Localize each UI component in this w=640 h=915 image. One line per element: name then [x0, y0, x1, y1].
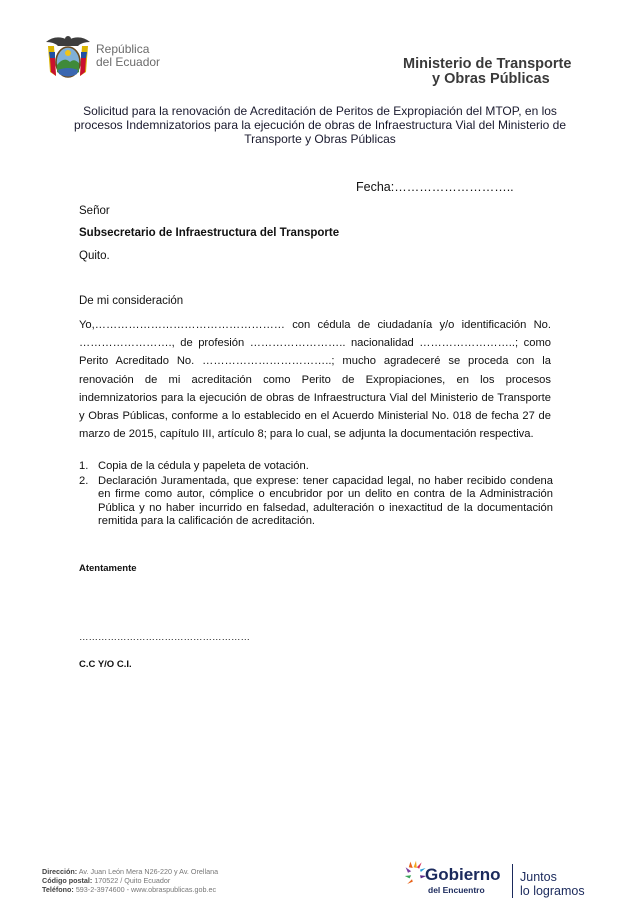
attachments-list — [79, 460, 553, 529]
address-value: Av. Juan León Mera N26-220 y Av. Orellana — [78, 867, 219, 876]
closing: Atentamente — [79, 563, 137, 574]
list-item-number: 2. — [79, 474, 89, 487]
phone-label: Teléfono: — [42, 885, 74, 894]
list-item — [79, 475, 553, 529]
republic-name-line1: República — [96, 42, 150, 56]
ministry-name-line1: Ministerio de Transporte — [403, 56, 572, 72]
footer-address — [42, 867, 218, 894]
recipient-city: Quito. — [79, 250, 110, 262]
republic-name-line2: del Ecuador — [96, 55, 161, 69]
postal-value: 170522 / Quito Ecuador — [94, 876, 171, 885]
ministry-name-line2: y Obras Públicas — [432, 71, 550, 87]
list-item-text: Copia de la cédula y papeleta de votación. — [98, 460, 309, 472]
ministry-name — [403, 57, 603, 87]
body-paragraph: Yo,…………………………………………… con cédula de ciudadanía y/o identificación No. ……………………., de profesión …………………….. nacionalidad ……………………..; como Perito Acreditado No. ……………………………..; mucho agradeceré se proceda con la renovación de mi acreditación como Perito de Expropiaciones, en los procesos indemnizatorios para la ejecución de obras de Infraestructura Vial del Ministerio de Transporte y Obras Públicas, conforme a lo establecido en el Acuerdo Ministerial No. 018 de fecha 27 de marzo de 2015, capítulo III, artículo 8; para lo cual, se adjunta la documentación respectiva. — [79, 319, 551, 441]
date-field: Fecha:……………………….. — [356, 180, 514, 194]
slogan-line2: lo logramos — [520, 884, 585, 898]
postal-label: Código postal: — [42, 876, 93, 885]
id-label: C.C Y/O C.I. — [79, 659, 132, 670]
gobierno-word: Gobierno — [425, 865, 501, 884]
salutation: Señor — [79, 205, 110, 217]
document-title: Solicitud para la renovación de Acreditación de Peritos de Expropiación del MTOP, en los procesos Indemnizatorios para la ejecución de obras de Infraestructura Vial del Ministerio de Transporte y Obras Públicas — [73, 104, 567, 146]
phone-value: 593-2-3974600 - www.obraspublicas.gob.ec — [75, 885, 217, 894]
logo-divider — [512, 864, 513, 898]
republic-logo — [44, 32, 194, 84]
list-item-text: Declaración Juramentada, que exprese: tener capacidad legal, no haber recibido condena en firme como autor, cómplice o encubridor por un delito en contra de la Administración Pública y no haber incurrido en falsedad, adulteración o inexactitud de la documentación remitida para la calificación de acreditación. — [98, 474, 553, 527]
slogan — [520, 870, 585, 898]
gobierno-logo — [404, 856, 604, 908]
greeting: De mi consideración — [79, 295, 184, 307]
recipient-title: Subsecretario de Infraestructura del Transporte — [79, 227, 340, 239]
slogan-line1: Juntos — [520, 870, 557, 884]
signature-line: ……………………………………………… — [79, 632, 250, 643]
address-label: Dirección: — [42, 867, 78, 876]
list-item — [79, 460, 553, 474]
list-item-number: 1. — [79, 460, 89, 472]
gobierno-subtitle: del Encuentro — [428, 885, 485, 895]
coat-of-arms-icon — [44, 32, 92, 84]
